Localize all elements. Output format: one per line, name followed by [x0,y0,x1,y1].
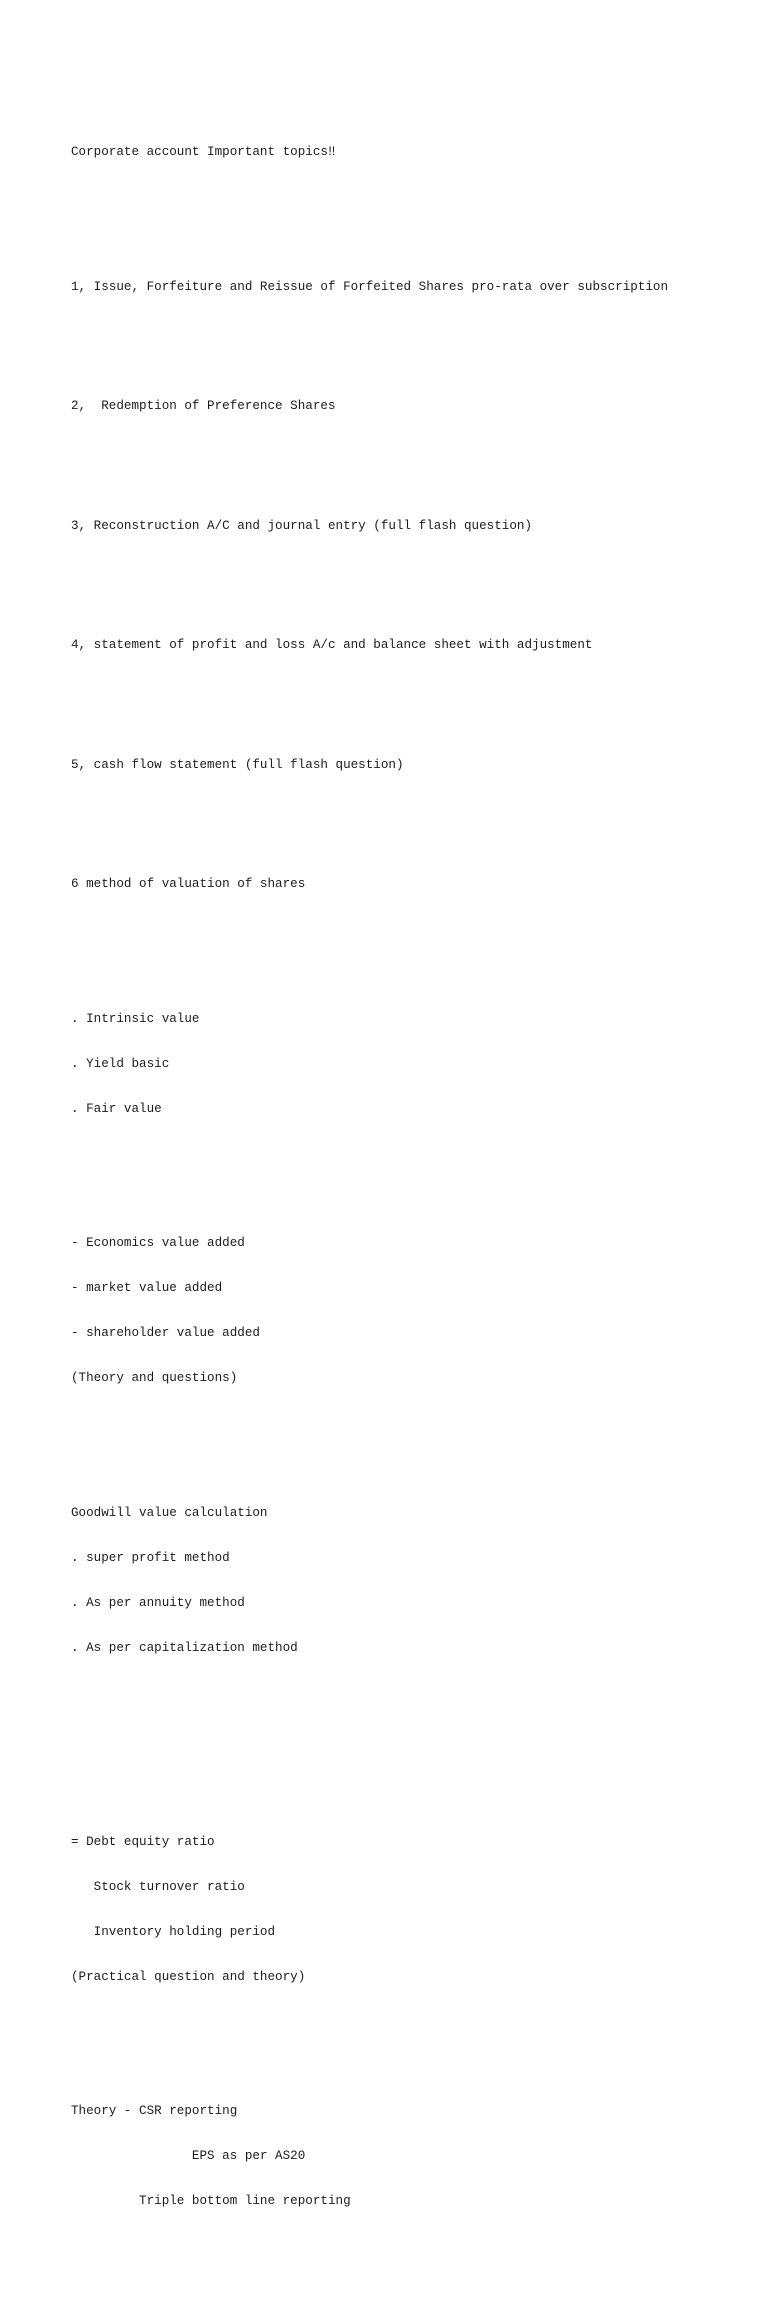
list-item: . As per capitalization method [71,1640,298,1655]
valuation-methods-list [71,982,731,1147]
document-title: Corporate account Important topics‼ [71,145,336,159]
topic-1: 1, Issue, Forfeiture and Reissue of Forfeited Shares pro-rata over subscription [71,279,669,294]
topic-3: 3, Reconstruction A/C and journal entry (full flash question) [71,518,533,533]
theory-list [71,2074,731,2239]
topic-4: 4, statement of profit and loss A/c and balance sheet with adjustment [71,638,593,652]
list-item: - shareholder value added [71,1326,260,1340]
topic-5: 5, cash flow statement (full flash question) [71,757,404,772]
list-item: . Fair value [71,1101,162,1116]
list-note: (Practical question and theory) [71,1969,306,1984]
list-item: . super profit method [71,1550,230,1565]
list-item: . As per annuity method [71,1595,245,1610]
list-item: EPS as per AS20 [71,2149,306,2163]
list-item: . Yield basic [71,1056,170,1071]
topic-6: 6 method of valuation of shares [71,877,306,891]
list-item: Stock turnover ratio [71,1879,245,1894]
list-item: Inventory holding period [71,1924,276,1939]
list-item: Triple bottom line reporting [71,2194,351,2208]
list-note: (Theory and questions) [71,1371,238,1385]
list-item: - Economics value added [71,1236,245,1250]
blank-line [71,1745,731,1760]
topic-item [71,489,731,564]
topic-item [71,369,731,444]
list-heading: Goodwill value calculation [71,1505,268,1520]
goodwill-list [71,1476,731,1686]
topic-item [71,250,731,325]
list-item: = Debt equity ratio [71,1834,215,1849]
document-body [71,70,731,2299]
value-added-list [71,1206,731,1416]
topic-item [71,728,731,803]
document-title-block [71,115,731,190]
list-item: . Intrinsic value [71,1011,200,1026]
list-heading: Theory - CSR reporting [71,2104,238,2118]
topic-2: 2, Redemption of Preference Shares [71,399,336,413]
topic-item [71,608,731,683]
ratios-list [71,1805,731,2015]
topic-item [71,847,731,922]
list-item: - market value added [71,1281,223,1295]
